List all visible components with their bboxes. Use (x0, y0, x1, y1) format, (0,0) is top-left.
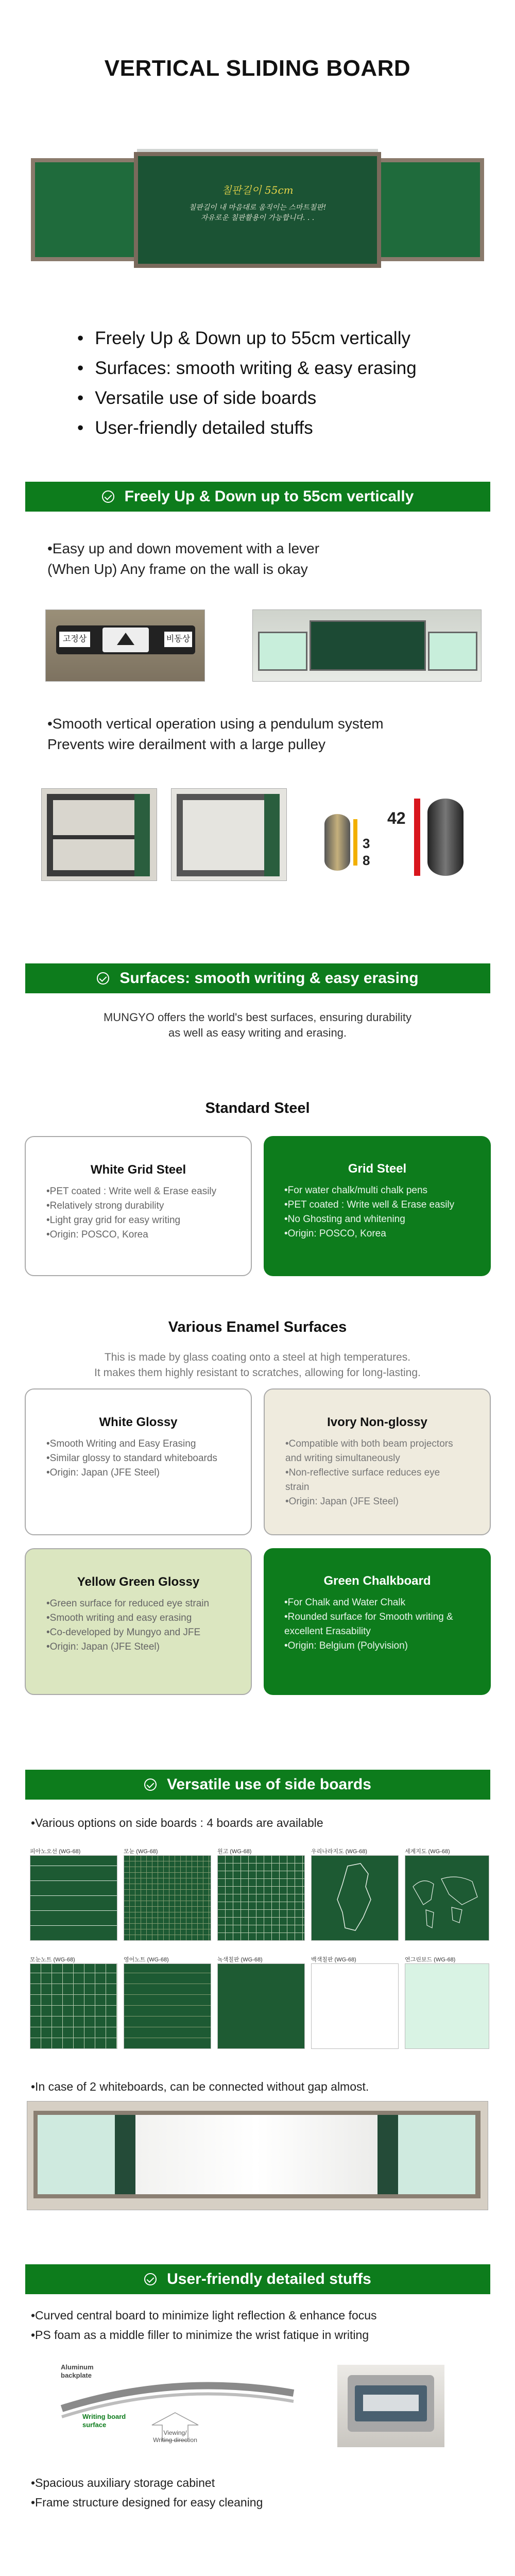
card-line: •Non-reflective surface reduces eye (285, 1467, 440, 1478)
text-line: •Easy up and down movement with a lever (47, 540, 320, 556)
card-title: Grid Steel (348, 1162, 407, 1176)
text-line: •Smooth vertical operation using a pendulum system (47, 716, 384, 732)
korea-map-icon (312, 1856, 398, 1940)
card-ivory-non-glossy (264, 1388, 491, 1535)
small-pulley-value: 3 (363, 836, 370, 851)
side-boards-description: •Various options on side boards : 4 boards are available (31, 1816, 323, 1829)
swatch-green-chalk (217, 1963, 305, 2049)
card-grid-steel (264, 1136, 491, 1276)
card-lines (285, 1437, 469, 1509)
card-line: •Compatible with both beam projectors (285, 1438, 453, 1449)
card-yellow-green-glossy (25, 1548, 252, 1695)
section-banner-side-boards (25, 1770, 490, 1800)
pulley-comparison (319, 793, 474, 881)
text-line: Aluminum (61, 2363, 94, 2371)
check-circle-icon (97, 972, 109, 985)
swatch-label: 원고 (WG-68) (217, 1849, 252, 1855)
swatch-label: 피아노오선 (WG-68) (30, 1849, 81, 1855)
pendulum-photo-2 (171, 788, 287, 881)
card-line: •PET coated : Write well & Erase easily (46, 1186, 217, 1197)
text-line: This is made by glass coating onto a steel at high temperatures. (104, 1351, 411, 1363)
banner-text: Freely Up & Down up to 55cm vertically (124, 488, 414, 505)
swatch-label: 백색칠판 (WG-68) (311, 1957, 356, 1963)
banner-text: Versatile use of side boards (167, 1776, 371, 1793)
feature-item: • Versatile use of side boards (77, 383, 469, 413)
details-description-2 (31, 2473, 263, 2512)
card-line: •Origin: Japan (JFE Steel) (46, 1467, 160, 1478)
text-line: •Curved central board to minimize light reflection & enhance focus (31, 2309, 377, 2322)
card-line: •Smooth Writing and Easy Erasing (46, 1438, 196, 1449)
lever-label-right: 비동상 (164, 632, 192, 647)
text-line: •Frame structure designed for easy cleaning (31, 2496, 263, 2509)
storage-cabinet-photo (337, 2365, 444, 2447)
chalk-line: 자유로운 칠판활용이 가능합니다. . . (200, 214, 315, 222)
whiteboards-description: •In case of 2 whiteboards, can be connected without gap almost. (31, 2080, 369, 2093)
card-line: •Co-developed by Mungyo and JFE (46, 1627, 201, 1638)
card-line: •Smooth writing and easy erasing (46, 1613, 192, 1623)
banner-text: Surfaces: smooth writing & easy erasing (119, 970, 419, 987)
left-side-board (31, 158, 139, 261)
card-line: •For Chalk and Water Chalk (284, 1597, 406, 1608)
swatch-grid (124, 1855, 211, 1941)
card-line: •For water chalk/multi chalk pens (284, 1185, 428, 1196)
text-line: MUNGYO offers the world's best surfaces, ensuring durability (103, 1011, 412, 1024)
card-white-grid-steel (25, 1136, 252, 1276)
swatch-light-green-board (405, 1963, 489, 2049)
swatch-english-note (124, 1963, 211, 2049)
standard-steel-heading: Standard Steel (205, 1100, 310, 1116)
banner-text: User-friendly detailed stuffs (167, 2270, 371, 2287)
swatch-label: 세계지도 (WG-68) (405, 1849, 450, 1855)
card-line: •Origin: Belgium (Polyvision) (284, 1640, 408, 1651)
feature-list (77, 324, 469, 443)
chalk-text (138, 202, 377, 223)
classroom-board-photo (252, 609, 482, 682)
card-lines (46, 1184, 230, 1242)
viewing-direction-label (144, 2429, 206, 2444)
card-line: •Relatively strong durability (46, 1200, 164, 1211)
card-line: •Light gray grid for easy writing (46, 1215, 181, 1226)
card-title: Yellow Green Glossy (77, 1575, 200, 1589)
writing-surface-label (82, 2413, 126, 2429)
card-lines (46, 1437, 230, 1480)
check-circle-icon (102, 490, 114, 503)
text-line: Prevents wire derailment with a large pulley (47, 736, 326, 752)
card-lines (46, 1597, 230, 1654)
connected-boards-photo (27, 2101, 488, 2210)
card-line: •Origin: Japan (JFE Steel) (46, 1641, 160, 1652)
swatch-world-map (405, 1855, 489, 1941)
pendulum-description (47, 714, 384, 755)
chalk-line: 칠판길이 내 마음대로 움직이는 스마트칠판! (188, 204, 327, 212)
right-side-board (376, 158, 484, 261)
swatch-label: 모눈노트 (WG-68) (30, 1957, 75, 1963)
page-title: VERTICAL SLIDING BOARD (104, 56, 411, 81)
swatch-label: 우리나라지도 (WG-68) (311, 1849, 367, 1855)
card-line: •Similar glossy to standard whiteboards (46, 1453, 217, 1464)
text-line: •Spacious auxiliary storage cabinet (31, 2476, 215, 2489)
lever-photo (45, 609, 205, 682)
text-line: Viewing/ (163, 2429, 187, 2436)
enamel-intro (0, 1350, 515, 1381)
card-line: •PET coated : Write well & Erase easily (284, 1199, 455, 1210)
card-title: Green Chalkboard (323, 1574, 431, 1588)
text-line: (When Up) Any frame on the wall is okay (47, 561, 308, 577)
lever-label-left: 고정상 (59, 632, 90, 647)
card-line: •Rounded surface for Smooth writing & (284, 1612, 453, 1622)
pendulum-photo-1 (41, 788, 157, 881)
text-line: Writing direction (153, 2436, 197, 2444)
swatch-label: 모눈 (WG-68) (124, 1849, 158, 1855)
card-line: •Origin: POSCO, Korea (284, 1228, 386, 1239)
hero-board-image (31, 152, 484, 270)
text-line: surface (82, 2421, 107, 2429)
enamel-heading: Various Enamel Surfaces (168, 1319, 347, 1335)
check-circle-icon (144, 2273, 157, 2285)
card-line: strain (285, 1482, 310, 1493)
card-title: White Glossy (99, 1415, 178, 1429)
details-description (31, 2306, 377, 2345)
card-title: Ivory Non-glossy (327, 1415, 427, 1429)
section-banner-details (25, 2264, 490, 2294)
section-banner-updown (25, 482, 490, 512)
card-line: •Origin: Japan (JFE Steel) (285, 1496, 399, 1507)
swatch-piano-staff (30, 1855, 117, 1941)
chalk-heading: 칠판길이 55cm (221, 184, 294, 196)
lever-handle (102, 628, 149, 652)
lever-description (47, 538, 319, 580)
card-line: •No Ghosting and whitening (284, 1214, 405, 1225)
swatch-white-board (311, 1963, 399, 2049)
card-line: •Origin: POSCO, Korea (46, 1229, 148, 1240)
text-line: •PS foam as a middle filler to minimize the wrist fatique in writing (31, 2328, 369, 2342)
card-green-chalkboard (264, 1548, 491, 1695)
section-banner-surfaces (25, 963, 490, 993)
swatch-label: 연그린보드 (WG-68) (405, 1957, 456, 1963)
swatch-manuscript (217, 1855, 305, 1941)
curved-board-diagram (52, 2362, 299, 2450)
world-map-icon (405, 1856, 489, 1940)
card-line: excellent Erasability (284, 1626, 371, 1637)
card-lines (284, 1596, 470, 1653)
feature-item: • Surfaces: smooth writing & easy erasing (77, 353, 469, 383)
large-pulley-value: 42 (387, 809, 406, 827)
card-title: White Grid Steel (90, 1163, 186, 1177)
aluminum-backplate-label (61, 2363, 94, 2380)
card-line: and writing simultaneously (285, 1453, 400, 1464)
side-board-options (26, 1847, 489, 2053)
card-line: •Green surface for reduced eye strain (46, 1598, 210, 1609)
text-line: It makes them highly resistant to scratches, allowing for long-lasting. (94, 1367, 421, 1379)
text-line: backplate (61, 2371, 92, 2379)
text-line: Writing board (82, 2413, 126, 2420)
swatch-grid-note (30, 1963, 117, 2049)
feature-item: • Freely Up & Down up to 55cm vertically (77, 324, 469, 353)
feature-item: • User-friendly detailed stuffs (77, 413, 469, 443)
card-white-glossy (25, 1388, 252, 1535)
check-circle-icon (144, 1778, 157, 1791)
small-pulley-value: 8 (363, 853, 370, 868)
center-board (134, 152, 381, 268)
card-lines (284, 1183, 470, 1241)
swatch-korea-map (311, 1855, 399, 1941)
swatch-label: 영어노트 (WG-68) (124, 1957, 169, 1963)
text-line: as well as easy writing and erasing. (168, 1026, 347, 1039)
surfaces-intro (0, 1010, 515, 1041)
swatch-label: 녹색칠판 (WG-68) (217, 1957, 263, 1963)
